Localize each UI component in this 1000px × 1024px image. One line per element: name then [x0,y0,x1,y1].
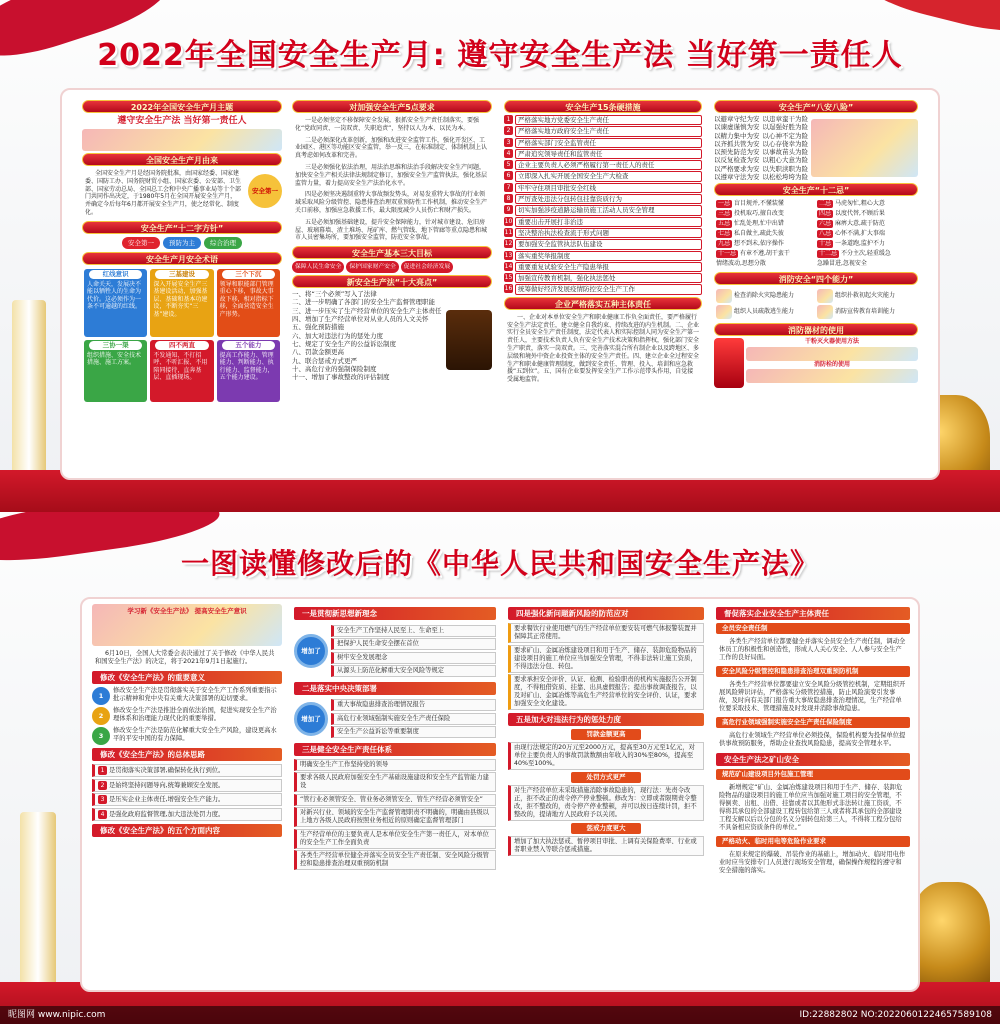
risk-item: 以违章蛮干为险 [762,115,808,123]
ability-item [817,305,916,319]
goal-item: 促进社会经济发展 [401,261,453,273]
banner-image [92,604,282,646]
extinguisher-usage-title: 干粉灭火器使用方法 [804,338,859,346]
theme-column [82,98,282,404]
measure-item [504,228,702,238]
ban-number: 四忌 [819,210,832,218]
highlight-item: 五、强化预防措施 [292,323,344,332]
term-box [217,340,280,402]
added-item: 从源头上防范化解重大安全风险等规定 [331,665,496,677]
term-title: 三个下沉 [222,270,275,279]
ability-label: 组织扑救初起火灾能力 [835,292,896,300]
measure-item [504,251,702,261]
ban-number: 八忌 [819,230,832,238]
ban-text: 忙乱处理,忙中出错 [734,220,784,228]
terms-grid [82,267,282,404]
safe-item: 以齐抓共管为安 [714,139,760,148]
risk-item: 以失职渎职为险 [762,164,808,173]
significance-item: 修改安全生产法是防范化解重大安全生产风险，建设更高水平的平安中国的有力保障。 [113,727,277,742]
body-text: 高危行业领域生产经营单位必须投保，保险机构要为投保单位提供事故预防服务，帮助企业查找风险隐患，提高安全管理水平。 [719,732,906,747]
law-intro-column [92,604,282,840]
requirement-item: 三是必须强化依法治理，用法治思维和法治手段解决安全生产问题，加快安全生产相关法律法规制定修订，加强安全生产监管执法，强化基层监管力量，着力提高安全生产法治化水平。 [295,163,488,187]
ability-label: 组织人员疏散逃生能力 [734,308,795,316]
section-header: 安全生产月安全术语 [82,252,282,265]
measure-item [504,194,702,204]
term-box [150,269,213,337]
measure-number: 14 [504,262,513,270]
safety-helmet-icon [248,174,282,208]
theme-slogan: 遵守安全生产法 当好第一责任人 [117,116,247,126]
ban-number: 九忌 [718,240,731,248]
policy-item: 综合治理 [204,237,242,249]
section-header: 三是健全安全生产责任体系 [294,743,496,756]
ban-text: 心怀不满,扩大事端 [835,230,885,238]
responsibility-item: 要求各级人民政府加强安全生产基础设施建设和安全生产监管能力建设 [294,772,496,792]
policy-row [82,237,282,249]
term-title: 五个能力 [222,341,275,350]
bottom-title: 一图读懂修改后的《中华人民共和国安全生产法》 [180,547,819,580]
ban-item [716,220,815,228]
highlights-list [292,290,446,381]
ban-number: 十一忌 [718,250,737,258]
risk-item: 以事故苗头为险 [762,148,808,157]
term-text: 领导和职能部门管理重心下移，事故大事故下移，相对指标下移，全面营造安全生产形势。 [219,280,274,318]
ability-item [716,289,815,303]
measure-text: 切实加强涉疫道路运输员施工活动人员安全管理 [515,205,702,215]
measure-item [504,138,702,148]
origin-text: 全国安全生产月是经国务院批准，由国家经委、国家建委、国防工办、国务院财贸小组、国家农委、公安部、卫生部、国家劳动总局、全国总工会和中央广播事业局等十个部门共同作出决定，于1980年5月在全国开展安全生产月，并确定今后每年6月都开展安全生产月，使之经常化、制度化。 [85,170,242,216]
bottom-poster [0,512,1000,1024]
requirement-item: 一是必须坚定不移保障安全发展，狠抓安全生产责任制落实，要强化“党政同责、一岗双责、失职追责”，坚持以人为本、以民为本。 [295,117,480,132]
number-badge-icon: 2 [92,707,110,725]
marble-pillar-icon [20,812,56,1002]
measure-number: 9 [504,205,513,214]
lion-statue-icon [910,882,990,992]
gavel-books-icon [446,310,492,370]
significance-item: 修改安全生产法是贯彻落实关于安全生产工作系列重要指示批示精神和党中央有关重大决策部署的迫切要求。 [113,687,277,702]
idea-item: 1 是贯彻落实决策部署,确保转化执行到位。 [92,764,282,777]
number-badge-icon: 3 [92,727,110,745]
safety-illustration [811,119,918,177]
measure-number: 7 [504,183,513,192]
measure-text: 落实重奖举报制度 [515,251,702,261]
sub-header: 全员安全责任制 [716,623,910,634]
risk-penalty-column [508,604,704,858]
safe-item: 以严格要求为安 [714,164,760,173]
ban-item [817,260,916,268]
entity-responsibility-text: 一、企业对本单位安全生产和职业健康工作负全面责任，要严格履行安全生产法定责任，建立健全自我约束、持续改进的内生机制。二、企业实行全员安全生产责任制度，法定代表人和实际控制人同为安全生产第一责任人，主要技术负责人负有安全生产技术决策和指挥权，强化部门安全生产职责，落实一岗双责。三、完善落实混合所有制企业以及跨地区、多层级和境外中资企业投资主体的安全生产责任。四、建立企业全过程安全生产和职业健康管理制度，做到安全责任、管理、投入、培训和应急救援“五到位”。五、国有企业要发挥安全生产工作示范带头作用，自觉接受属地监管。 [507,313,700,384]
measure-text: 严格落实地方政府安全生产责任 [515,126,702,136]
number-badge-icon: 1 [92,687,110,705]
idea-item: 4 是强化政府监督管理,加大违法处罚力度。 [92,808,282,821]
sub-header: 高危行业领域强制实施安全生产责任保险制度 [716,717,910,728]
risk-item: 要求餐饮行业使用燃气的生产经营单位要安装可燃气体报警装置并保障其正常使用。 [508,623,704,643]
ban-number: 一忌 [718,200,731,208]
requirement-item: 二是必须深化改革创新，加强和改进安全监管工作，强化开发区、工业园区、港区等功能区安全监管，举一反三，在标准制定、体制机制上认真考虑如何改革和完善。 [295,136,488,160]
ban-text: 有章不遵,胡干蛮干 [740,250,790,258]
measures-list [504,115,702,295]
body-text: 新增规定“矿山、金属冶炼建设项目和用于生产、储存、装卸危险物品的建设项目的施工单位应当加强对施工项目的安全管理，不得倒卖、出租、出借、挂靠或者以其他形式非法转让施工资质，不得将其承包的全部建设工程转包给第三人或者将其承包的全部建设工程支解以后以分包的名义分别转包给第三人，不得将工程分包给不具备相应资质条件的单位。” [719,784,903,831]
idea-text: 是贯彻落实决策部署,确保转化执行到位。 [109,767,225,774]
highlight-item: 七、规定了安全生产的公益诉讼制度 [292,339,396,348]
penalty-text: 增加了加大执法惩戒、暂停项目审批、上调有关保险费率、行业或者职业禁入等联合惩戒措施。 [508,836,704,856]
ban-text: 盲目规并,不懂装懂 [734,200,784,208]
measure-text: 企业主要负责人必须严格履行第一责任人的责任 [515,160,702,170]
ban-text: 急躁冒进,忽视安全 [817,260,867,268]
term-text: 提高工作能力、管理能力、判断能力、执行能力、监督能力，五个能力建设。 [219,351,274,382]
ban-number: 七忌 [718,230,731,238]
ability-item [817,289,916,303]
enterprise-column [716,604,910,877]
responsibility-item: 对新兴行业、领域的安全生产监督管理职责不明确的，明确由县级以上地方各级人民政府按照业务相近的原则确定监督管理部门 [294,807,496,827]
risk-item: 以心存侥幸为险 [762,139,808,148]
term-title: 三基建设 [155,270,208,279]
goals-row [292,261,492,273]
added-item: 把保护人民生命安全摆在首位 [331,638,496,650]
watermark-id: ID:22882802 NO:20220601224657589108 [799,1010,992,1020]
risk-item: 以逞强好胜为险 [762,123,808,132]
term-box [84,269,147,337]
measure-item [504,205,702,215]
section-header: 安全生产15条硬措施 [504,100,702,113]
term-text: 组织措施、安全技术措施、施工方案。 [87,351,142,367]
sub-header: 罚款金额更高 [571,729,641,740]
ability-item [716,305,815,319]
watermark-site: 昵图网 www.nipic.com [8,1010,106,1020]
sub-header: 惩戒力度更大 [571,823,641,834]
section-header: 企业严格落实五种主体责任 [504,297,702,310]
term-box [150,340,213,402]
ban-number: 十二忌 [819,250,838,258]
measure-text: 严格落实部门安全监管责任 [515,138,702,148]
bans-grid [714,198,918,270]
risk-list [763,115,809,181]
risk-item: 以松松垮垮为险 [762,173,808,182]
measure-item [504,126,702,136]
highlight-item: 八、罚款金额更高 [292,348,344,357]
highlight-item: 四、增加了生产经营单位对从业人员的人文关怀 [292,315,429,324]
ban-number: 三忌 [718,210,731,218]
highlight-item: 九、联合惩戒方式更严 [292,356,357,365]
safe-item: 以反复检查为安 [714,156,760,165]
measure-number: 2 [504,126,513,135]
risk-item: 以粗心大意为险 [762,156,808,165]
ban-item [716,240,815,248]
ban-number: 十忌 [819,240,832,248]
highlight-item: 十一、增加了事故整改的评估制度 [292,373,390,382]
term-text: 不发通知、不打招呼、不听汇报、不用陪同接待，直奔基层、直插现场。 [153,351,208,382]
measure-item [504,217,702,227]
term-box [84,340,147,402]
ban-item [817,200,916,208]
measure-number: 16 [504,285,513,293]
ban-text: 马虎匆忙,粗心大意 [835,200,885,208]
ban-item [716,260,815,268]
highlight-item: 三、进一步压实了生产经营单位的安全生产主体责任 [292,306,442,315]
highlight-item: 二、进一步明确了各部门的安全生产监督管理职能 [292,298,435,307]
ability-label: 检查消除火灾隐患能力 [734,292,795,300]
responsibility-item: 明确安全生产工作坚持党的领导 [294,759,496,771]
added-item: 高危行业领域强制实施安全生产责任保险 [331,713,496,725]
highlight-item: 六、加大对违法行为的惩处力度 [292,331,383,340]
section-header: 全国安全生产月由来 [82,153,282,166]
section-header: 2022年全国安全生产月主题 [82,100,282,113]
section-header: 一是贯彻新思想新理念 [294,607,496,620]
measure-item [504,171,702,181]
section-header: 修改《安全生产法》的五个方面内容 [92,824,282,837]
section-header: 修改《安全生产法》的总体思路 [92,748,282,761]
measure-text: 重要出击开展打非治违 [515,217,702,227]
measure-text: 重要重复试验安全生产隐患举报 [515,262,702,272]
responsibility-item: 各类生产经营单位健全并落实全员安全生产责任制、安全风险分级管控和隐患排查治理双重预防机制 [294,850,496,870]
idea-text: 是始终坚持问题导向,统筹兼顾安全发展。 [109,781,225,789]
added-item: 重大事故隐患排查治理情况报告 [331,699,496,711]
measure-item [504,239,702,249]
measure-number: 4 [504,149,513,158]
term-title: 红线意识 [89,270,142,279]
highlight-item: 十、高危行业的强制保险制度 [292,364,377,373]
measure-number: 15 [504,274,513,282]
ban-text: 想不到未,依序操作 [734,240,784,248]
requirements-column [292,98,492,381]
measure-text: 坚决整治执法检查流于形式问题 [515,228,702,238]
added-circle: 增加了 [294,702,328,736]
measure-number: 1 [504,115,513,124]
highlight-item: 一、将“三个必须”写入了法律 [292,290,377,299]
added-item: 安全生产公益诉讼等重要制度 [331,726,496,738]
ban-item [817,220,916,228]
ban-text: 投机取巧,擅自改变 [734,210,784,218]
measure-text: 统筹做好经济发展疫情防控安全生产工作 [515,284,702,294]
section-header: 消防器材的使用 [714,323,918,336]
ban-item [716,250,815,258]
ban-number: 六忌 [819,220,832,228]
policy-item: 预防为主 [163,237,201,249]
section-header: 二是落实中央决策部署 [294,682,496,695]
measure-number: 12 [504,240,513,248]
policy-item: 安全第一 [122,237,160,249]
measure-number: 5 [504,160,513,169]
significance-item: 修改安全生产法是推进全面依法治国，促进实现安全生产治理体系和治理能力现代化的重要举措。 [113,707,277,722]
section-header: 安全生产“十二忌” [714,183,918,196]
safe-item: 以精力集中为安 [714,131,760,140]
responsibility-item: 生产经营单位的主要负责人是本单位安全生产第一责任人，对本单位的安全生产工作全面负责 [294,829,496,849]
watermark-bar [0,1006,1000,1024]
body-text: 各类生产经营单位都要健全并落实全员安全生产责任制，调动全体员工的积极性和创造性，形成人人关心安全、人人参与安全生产工作的良好局面。 [719,638,906,661]
risk-item: 以心神不定为险 [762,131,808,140]
section-header: 安全生产法之矿山安全 [716,753,910,766]
ban-text: 情绪波动,思想分散 [716,260,766,268]
abilities-grid [714,287,918,321]
ability-picture [817,305,833,319]
section-header: 安全生产基本三大目标 [292,246,492,259]
goal-item: 保障人民生命安全 [292,261,344,273]
extinguisher-steps [746,347,918,361]
risk-item: 要求承担安全评价、认证、检测、检验职责的机构实施报告公开制度，不得租借资质、挂靠、出具虚假报告；提出事故调查报告，以及对矿山、金属冶炼等高危生产经营单位的安全评价、认证，要求加强安全文化建设。 [508,674,704,710]
added-circle: 增加了 [294,634,328,668]
term-title: 四不两直 [155,341,208,350]
term-text: 深入开展安全生产三基建设活动，加强基层、基础和基本功建设，不断夯实“三基”建设。 [153,280,208,318]
idea-text: 是压实企业主体责任,增强安全生产能力。 [109,796,225,803]
measure-item [504,183,702,193]
measure-text: 牢牢守住项目审批安全红线 [515,183,702,193]
section-header: 新安全生产法“十大亮点” [292,275,492,288]
idea-item: 3 是压实企业主体责任,增强安全生产能力。 [92,793,282,806]
safe-item: 以避章守纪为安 [714,115,760,123]
ban-item [716,200,815,208]
ban-number: 五忌 [718,220,731,228]
ban-text: 不分主次,轻重缓急 [841,250,891,258]
body-text: 在原来规定的爆破、吊装作业的基础上，增加动火、临时用电作业时应当安排专门人员进行现场安全管理，确保操作规程的遵守和安全措施的落实。 [719,851,906,874]
section-header: 安全生产“八安八险” [714,100,918,113]
measure-item [504,149,702,159]
section-header: 消防安全“四个能力” [714,272,918,285]
ability-picture [817,289,833,303]
ability-picture [716,289,732,303]
section-header: 安全生产“十二字方针” [82,221,282,234]
risk-item: 要求矿山、金属冶炼建设项目和用于生产、储存、装卸危险物品的建设项目的施工单位应当加强安全管理，不得非法转让施工资质，不得违法分包、转包。 [508,645,704,673]
significance-row [92,727,282,745]
measure-number: 6 [504,171,513,180]
measure-number: 3 [504,138,513,147]
ban-item [817,240,916,248]
measure-number: 10 [504,217,513,225]
term-text: 人命关天，发展决不能以牺牲人的生命为代价。这必须作为一条不可逾越的红线。 [87,280,142,311]
ban-text: 私自做主,疏此失彼 [734,230,784,238]
sub-header: 处罚方式更严 [571,772,641,783]
top-title: 2022年全国安全生产月: 遵守安全生产法 当好第一责任人 [97,38,903,73]
ability-label: 消防宣传教育培训能力 [835,308,896,316]
theme-illustration [82,129,282,151]
five-aspects-column [294,604,496,872]
measure-number: 13 [504,251,513,259]
ban-item [817,210,916,218]
added-item: 树牢安全发展理念 [331,652,496,664]
idea-item: 2 是始终坚持问题导向,统筹兼顾安全发展。 [92,779,282,792]
safe-item: 以谏虚谨慎为安 [714,123,760,132]
measure-item [504,160,702,170]
ban-text: 以度代替,不顾后果 [835,210,885,218]
measure-item [504,284,702,294]
banner-text: 学习新《安全生产法》 提高安全生产意识 [127,607,247,615]
idea-text: 是强化政府监督管理,加大违法处罚力度。 [109,810,225,818]
penalty-text: 对生产经营单位未采取措施消除事故隐患的，现行法：先责令改正，拒不改正的责令停产停业整顿。修改为：立即或者限期责令整改，拒不整改的，责令停产停业整顿，并可以按日连续计罚，拒不整改的，提请地方人民政府予以关闭。 [508,785,704,821]
measure-text: 加强宣传教育机制，强化执法惩处 [515,273,702,283]
fire-extinguisher-icon [714,338,744,388]
section-header: 四是强化新问题新风险的防范应对 [508,607,704,620]
measure-text: 严肃追究领导责任和监管责任 [515,149,702,159]
hydrant-usage-title: 消防栓的使用 [813,360,850,368]
ban-text: 麻痹大意,疏于防范 [835,220,885,228]
ban-item [817,230,916,238]
ban-item [716,230,815,238]
intro-text: 6月10日，全国人大常委会表决通过了关于修改《中华人民共和国安全生产法》的决定，将于2021年9月1日起施行。 [95,650,275,665]
sub-header: 规范矿山建设项目外包施工管理 [716,769,910,780]
measure-text: 严厉查处违法分包转包挂靠资质行为 [515,194,702,204]
measure-text: 要加强安全监管执法队伍建设 [515,239,702,249]
ban-number: 二忌 [819,200,832,208]
added-item: 安全生产工作坚持人民至上、生命至上 [331,625,496,637]
ban-item [817,250,916,258]
safe-list [714,115,760,181]
term-box [217,269,280,337]
measure-text: 立即深入扎实开展全国安全生产大检查 [515,171,702,181]
eight-column [714,98,918,388]
badge-label: 安全第一 [252,186,278,195]
goal-item: 保护国家财产安全 [346,261,398,273]
ban-item [716,210,815,218]
section-header: 修改《安全生产法》的重要意义 [92,671,282,684]
safe-item: 以遵章守法为安 [714,173,760,182]
measure-item [504,262,702,272]
sub-header: 严格动火、临时用电等危险作业要求 [716,836,910,847]
measure-number: 8 [504,194,513,203]
measure-item [504,273,702,283]
responsibility-item: “管行业必须管安全、管业务必须管安全、管生产经营必须管安全” [294,794,496,806]
ability-picture [716,305,732,319]
measures-column [504,98,702,386]
measure-item [504,115,702,125]
ban-text: 一条道跑,监护不力 [835,240,885,248]
section-header: 对加强安全生产5点要求 [292,100,492,113]
sub-header: 安全风险分级管控和隐患排查治理双重预防机制 [716,666,910,677]
hydrant-steps [746,369,918,383]
significance-row [92,687,282,705]
body-text: 各类生产经营单位都要建立安全风险分级管控机制，定期组织开展风险辨识评估，严格落实分级管控措施，防止风险演变引发事故，及时向有关部门报告重大事故隐患排查治理情况，生产经营单位要采取技术、管理措施及时发现并消除事故隐患。 [719,681,906,712]
section-header: 督促落实企业安全生产主体责任 [716,607,910,620]
requirement-item: 四是必须坚决遏制重特大事故频发势头，对易发重特大事故的行业领域采取风险分级管控、隐患排查治理双重预防性工作机制，推动安全生产关口前移，加强应急救援工作，最大限度减少人员伤亡和财产损失。 [295,191,488,214]
section-header: 五是加大对违法行为的惩处力度 [508,713,704,726]
significance-row [92,707,282,725]
term-title: 三协一渠 [89,341,142,350]
safe-item: 以预先防范为安 [714,148,760,157]
penalty-text: 由现行法规定的20万元至2000万元，提高至30万元至1亿元，对单位主要负责人的事故罚款数额由年收入的30%至80%，提高至40%至100%。 [508,742,704,770]
requirement-item: 五是必须加强基础建设，提升安全保障能力，针对城市建设、危旧房屋、玻璃幕墙、渣土堆场、尾矿库、燃气管线、地下管廊等重点隐患和城市人员密集场所，要加强安全监管，防范安全事故。 [295,218,488,242]
measure-number: 11 [504,228,513,236]
measure-text: 严格落实地方党委安全生产责任 [515,115,702,125]
